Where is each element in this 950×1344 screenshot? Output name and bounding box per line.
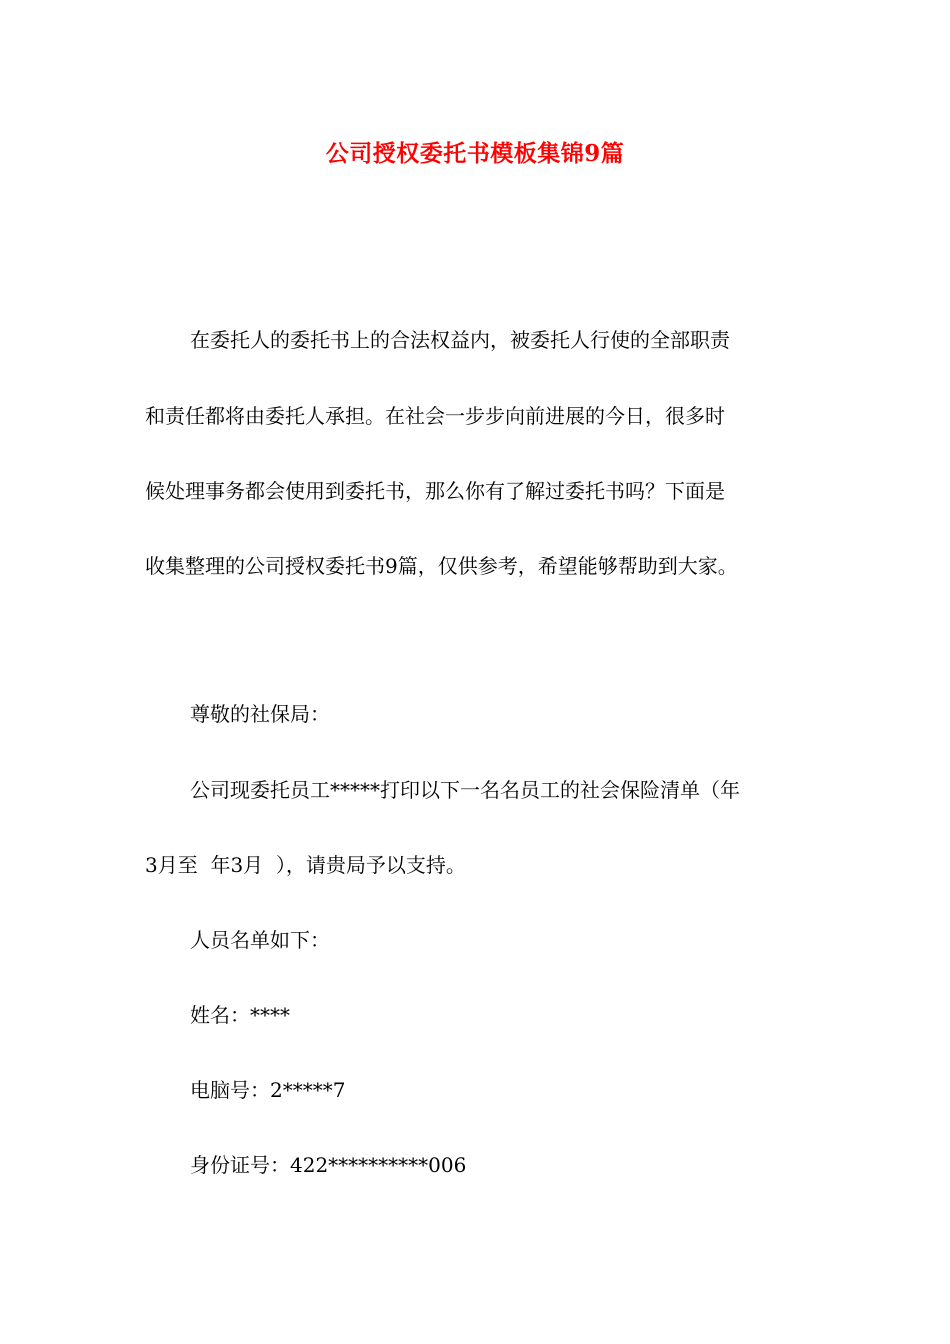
intro-line-4: 收集整理的公司授权委托书9篇，仅供参考，希望能够帮助到大家。 <box>145 554 738 578</box>
letter-body-line-2: 3月至 年3月 ），请贵局予以支持。 <box>145 853 466 877</box>
intro-line-2: 和责任都将由委托人承担。在社会一步步向前进展的今日，很多时 <box>145 404 725 428</box>
list-heading: 人员名单如下： <box>190 928 330 952</box>
computer-number-field: 电脑号：2*****7 <box>190 1078 346 1102</box>
intro-line-3: 候处理事务都会使用到委托书，那么你有了解过委托书吗？下面是 <box>145 479 725 503</box>
intro-line-1: 在委托人的委托书上的合法权益内，被委托人行使的全部职责 <box>190 328 730 352</box>
id-number-field: 身份证号：422**********006 <box>190 1153 467 1177</box>
letter-salutation: 尊敬的社保局： <box>190 702 330 726</box>
letter-body-line-1: 公司现委托员工*****打印以下一名名员工的社会保险清单（年 <box>190 778 740 802</box>
document-title: 公司授权委托书模板集锦9篇 <box>325 140 625 167</box>
name-field: 姓名：**** <box>190 1003 290 1027</box>
